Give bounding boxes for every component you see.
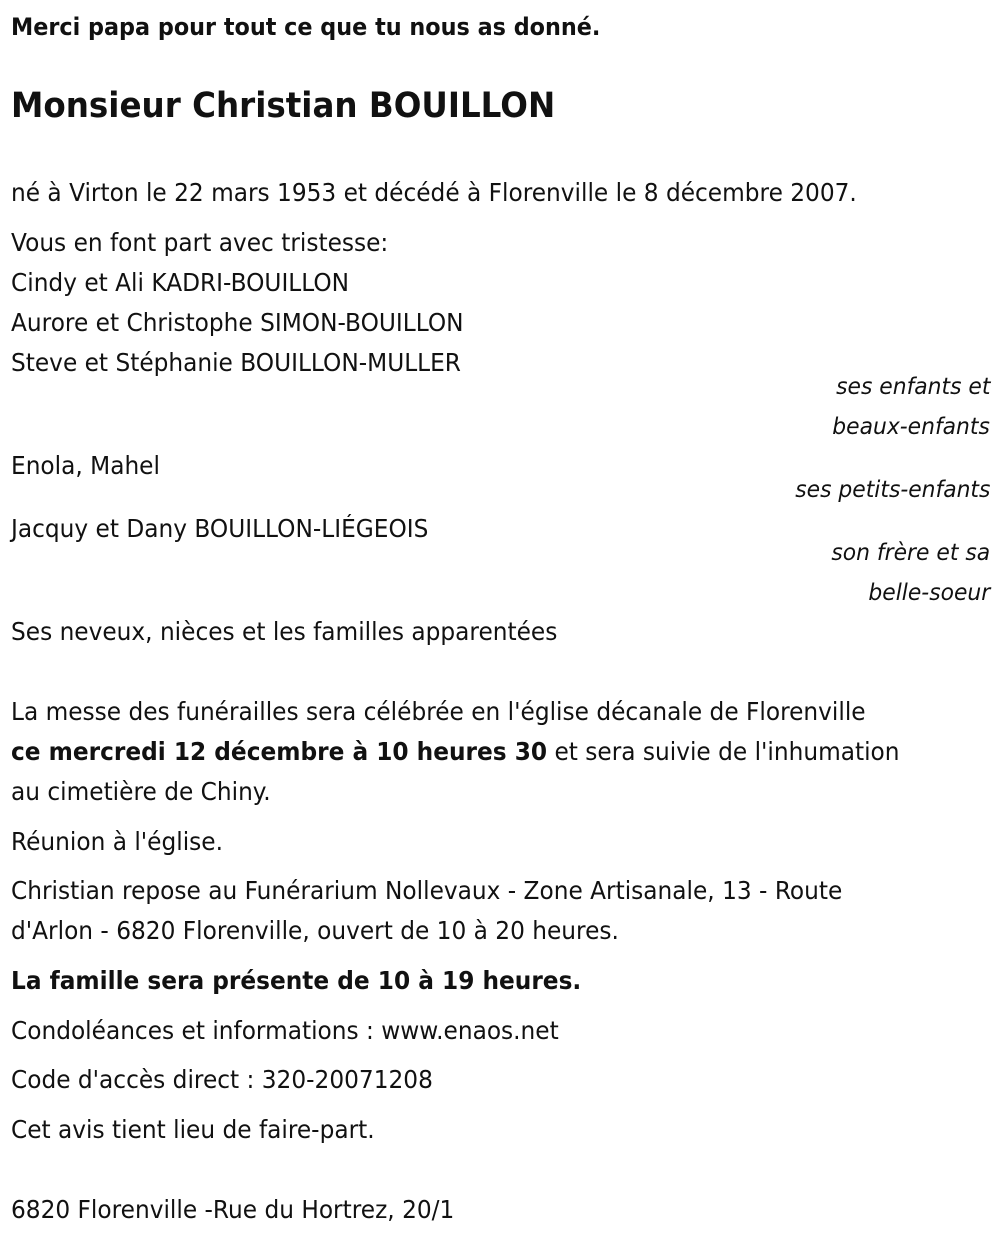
children-3: Steve et Stéphanie BOUILLON-MULLER xyxy=(11,348,461,377)
repose-line2: d'Arlon - 6820 Florenville, ouvert de 10 à 20 heures. xyxy=(11,916,619,945)
children-relation-line1: ses enfants et xyxy=(835,374,990,400)
children-relation-line2: beaux-enfants xyxy=(832,414,990,440)
notice-statement: Cet avis tient lieu de faire-part. xyxy=(11,1115,375,1144)
funeral-date-time: ce mercredi 12 décembre à 10 heures 30 xyxy=(11,737,548,766)
dedication: Merci papa pour tout ce que tu nous as donné. xyxy=(11,13,601,41)
birth-death-line: né à Virton le 22 mars 1953 et décédé à Florenville le 8 décembre 2007. xyxy=(11,178,857,207)
funeral-line1: La messe des funérailles sera célébrée en l'église décanale de Florenville xyxy=(11,697,866,726)
children-1: Cindy et Ali KADRI-BOUILLON xyxy=(11,268,350,297)
grandchildren-relation: ses petits-enfants xyxy=(794,477,990,503)
funeral-line2-rest: et sera suivie de l'inhumation xyxy=(547,737,900,766)
sibling-relation-line2: belle-soeur xyxy=(868,580,990,606)
extended-family: Ses neveux, nièces et les familles apparentées xyxy=(11,617,558,646)
meeting-place: Réunion à l'église. xyxy=(11,827,223,856)
access-code: Code d'accès direct : 320-20071208 xyxy=(11,1065,433,1094)
children-2: Aurore et Christophe SIMON-BOUILLON xyxy=(11,308,464,337)
sibling-relation-line1: son frère et sa xyxy=(831,540,990,566)
family-presence: La famille sera présente de 10 à 19 heures. xyxy=(11,966,582,995)
funeral-line3: au cimetière de Chiny. xyxy=(11,777,271,806)
repose-line1: Christian repose au Funérarium Nollevaux - Zone Artisanale, 13 - Route xyxy=(11,876,843,905)
funeral-line2 xyxy=(11,737,900,767)
deceased-name: Monsieur Christian BOUILLON xyxy=(11,86,556,126)
condolences-info: Condoléances et informations : www.enaos.net xyxy=(11,1016,559,1045)
announcement-intro: Vous en font part avec tristesse: xyxy=(11,228,389,257)
address: 6820 Florenville -Rue du Hortrez, 20/1 xyxy=(11,1195,455,1224)
sibling: Jacquy et Dany BOUILLON-LIÉGEOIS xyxy=(11,514,429,543)
grandchildren: Enola, Mahel xyxy=(11,451,160,480)
